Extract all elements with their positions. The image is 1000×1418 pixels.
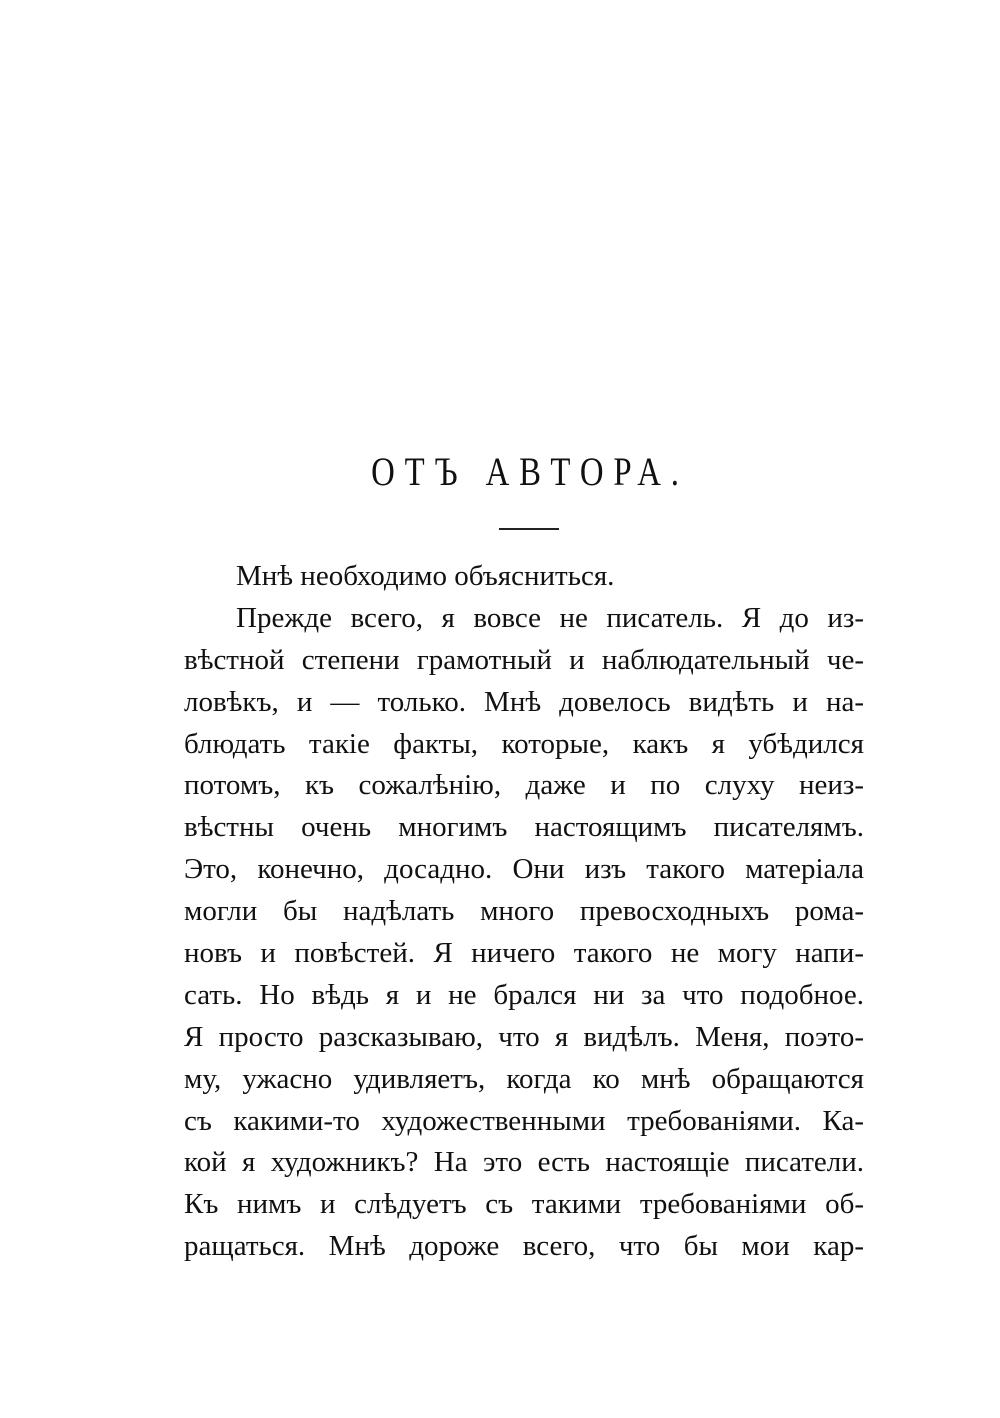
text-line: съ какими-то художественными требованіями. Ка- xyxy=(184,1104,864,1137)
text-line: Я просто разсказываю, что я видѣлъ. Меня, поэто- xyxy=(184,1020,864,1053)
text-line: блюдать такіе факты, которые, какъ я убѣдился xyxy=(184,727,864,760)
text-line: новъ и повѣстей. Я ничего такого не могу напи- xyxy=(184,937,864,970)
text-line: Мнѣ необходимо объясниться. xyxy=(236,560,615,592)
text-line: Это, конечно, досадно. Они изъ такого матеріала xyxy=(184,853,864,886)
text-line: Прежде всего, я вовсе не писатель. Я до из- xyxy=(236,601,864,634)
text-line: потомъ, къ сожалѣнію, даже и по слуху неиз- xyxy=(184,769,864,802)
heading-divider xyxy=(499,528,559,530)
text-line: ловѣкъ, и — только. Мнѣ довелось видѣть и на- xyxy=(184,685,864,718)
body-text xyxy=(184,556,864,1268)
text-line: сать. Но вѣдь я и не брался ни за что подобное. xyxy=(184,978,864,1011)
text-line: кой я художникъ? На это есть настоящіе писатели. xyxy=(184,1146,864,1179)
text-line: ращаться. Мнѣ дороже всего, что бы мои кар- xyxy=(184,1230,864,1263)
chapter-heading: ОТЪ АВТОРА. xyxy=(371,449,689,494)
text-line: вѣстной степени грамотный и наблюдательный че- xyxy=(184,643,864,676)
text-line: вѣстны очень многимъ настоящимъ писателямъ. xyxy=(184,811,864,844)
text-line: могли бы надѣлать много превосходныхъ рома- xyxy=(184,895,864,928)
text-line: му, ужасно удивляетъ, когда ко мнѣ обращаются xyxy=(184,1062,864,1095)
text-line: Къ нимъ и слѣдуетъ съ такими требованіями об- xyxy=(184,1188,864,1221)
